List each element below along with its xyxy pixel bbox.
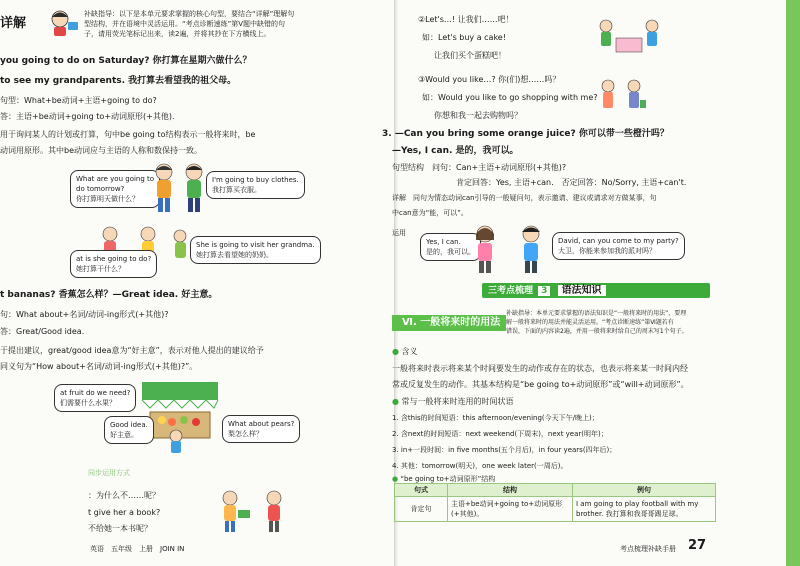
- topic-note-line: 补缺指导：本单元要求掌握的语法知识是“一般将来时的用法”，要理: [506, 310, 687, 317]
- speech-bubble: [70, 250, 157, 278]
- table-header-cell: 结构: [448, 484, 573, 497]
- bubble-line: at is she going to do?: [76, 255, 152, 263]
- bubble-line: 她打算干什么？: [76, 265, 125, 273]
- page-number: 27: [688, 538, 707, 553]
- q3-line: t give her a book?: [88, 508, 161, 517]
- bubble-line: She is going to visit her grandma.: [196, 241, 315, 249]
- item2-title: ②Let's…! 让我们……吧！: [418, 15, 514, 24]
- bubble-line: 你打算明天做什么？: [76, 195, 139, 203]
- time-item: 2. 含next的时间短语：next weekend(下周末)，next year(明年)；: [392, 430, 608, 438]
- bubble-line: 们需要什么水果？: [60, 399, 116, 407]
- time-item: 4. 其他：tomorrow(明天)，one week later(一周后)。: [392, 462, 568, 470]
- speech-bubble: [190, 236, 321, 264]
- section-label: 三考点梳理: [488, 286, 534, 296]
- item2-example: 如：Let's buy a cake!: [422, 33, 506, 42]
- header-title: 详解: [0, 16, 27, 31]
- speech-bubble: [222, 415, 300, 443]
- q3-reply: —Yes, I can. 是的，我可以。: [392, 146, 519, 156]
- header-note-line: 子，请用荧光笔标记出来，读2遍，并将其抄在下方横线上。: [84, 30, 271, 38]
- structure-heading-text: “be going to+动词原形”结构: [400, 475, 496, 483]
- speech-bubble: [206, 171, 305, 199]
- section-tag: 同步运用方式: [88, 469, 130, 477]
- q1-pattern-answer: 答：主语+be动词+going to+动词原形(+其他).: [0, 112, 175, 121]
- q3-answer: 肯定回答：Yes, 主语+can. 否定回答：No/Sorry, 主语+can't.: [456, 178, 687, 187]
- table-cell: 肯定句: [395, 497, 448, 522]
- cake-illustration: [594, 16, 664, 62]
- q1-pattern: 句型：What+be动词+主语+going to do?: [0, 96, 157, 105]
- q3-explain: 详解 同句为情态动词can引导的一般疑问句，表示邀请、建议或请求对方做某事，句: [392, 194, 657, 202]
- q3-explain: 中can意为“能，可以”。: [392, 209, 468, 217]
- topic-title: Ⅵ. 一般将来时的用法: [392, 315, 506, 331]
- header-note-line: 补缺指导：以下是本单元要求掌握的核心句型，要结合“详解”理解句: [84, 10, 295, 18]
- section-heading: [482, 283, 710, 298]
- time-heading: ● 常与一般将来时连用的时间状语: [392, 397, 514, 406]
- table-cell: 主语+be动词+going to+动词原形(+其他)。: [448, 497, 573, 522]
- table-header-row: [395, 484, 716, 497]
- q3-line: 不给她一本书呢？: [88, 524, 152, 533]
- q3-line: ：为什么不……呢？: [88, 491, 160, 500]
- bubble-line: 梨怎么样？: [228, 430, 263, 438]
- bubble-line: 她打算去看望她的奶奶。: [196, 251, 273, 259]
- bubble-line: What about pears?: [228, 420, 295, 428]
- boy-illustration: [516, 222, 546, 276]
- topic-note-line: 解一般将来时的用法并能灵活运用。“考点诊断速练”第Ⅵ题若有: [506, 319, 674, 326]
- item3-title: ③Would you like…? 你(们)想……吗？: [418, 75, 561, 84]
- item3-translation: 你想和我一起去购物吗？: [434, 111, 522, 120]
- q1-explain: 用于询问某人的计划或打算，句中be going to结构表示一般将来时，be: [0, 130, 256, 139]
- bubble-line: do tomorrow?: [76, 185, 125, 193]
- left-footer: 英语 五年级 上册 JOIN IN: [90, 545, 185, 553]
- q3-pattern: 句型结构 问句：Can+主语+动词原形(+其他)?: [392, 163, 567, 172]
- children-illustration: [150, 160, 210, 218]
- bubble-line: Good idea.: [110, 421, 148, 429]
- table-header-cell: 句式: [395, 484, 448, 497]
- bubble-line: Yes, I can.: [426, 238, 461, 246]
- meaning-text: 一般将来时表示将来某个时间要发生的动作或存在的状态，也表示将来某一时间内经: [392, 364, 688, 373]
- bubble-line: 我打算买衣服。: [212, 186, 261, 194]
- header-mascot-icon: [46, 8, 80, 38]
- usage-label: 运用: [392, 229, 406, 237]
- speech-bubble: [552, 232, 685, 260]
- bubble-line: 好主意。: [110, 431, 138, 439]
- bubble-line: 大卫，你能来参加我的派对吗？: [558, 247, 656, 255]
- q2-answer: 答：Great/Good idea.: [0, 327, 85, 336]
- girl-illustration: [470, 222, 500, 276]
- right-page: [382, 0, 800, 566]
- q1-explain: 动词用原形。其中be动词应与主语的人称和数保持一致。: [0, 146, 202, 155]
- q1-answer: to see my grandparents. 我打算去看望我的祖父母。: [0, 76, 237, 86]
- q2-question: t bananas? 香蕉怎么样？—Great idea. 好主意。: [0, 290, 218, 300]
- bubble-line: at fruit do we need?: [60, 389, 131, 397]
- q2-pattern: 句：What about+名词/动词-ing形式(+其他)?: [0, 310, 169, 319]
- q2-explain: 同义句为“How about+名词/动词-ing形式(+其他)?”。: [0, 362, 198, 371]
- item2-translation: 让我们买个蛋糕吧！: [434, 51, 506, 60]
- table-header-cell: 例句: [573, 484, 716, 497]
- bubble-line: David, can you come to my party?: [558, 237, 679, 245]
- page-edge-bar: [786, 0, 800, 566]
- time-heading-text: 常与一般将来时连用的时间状语: [401, 397, 514, 406]
- topic-note: [506, 309, 688, 336]
- speech-bubble: [70, 170, 160, 208]
- section-title: 语法知识: [558, 285, 606, 296]
- section-number: 3: [538, 286, 550, 296]
- time-item: 3. in+一段时间：in five months(五个月后)，in four years(四年后)；: [392, 446, 617, 454]
- header-note-line: 型结构，并在语境中灵活运用。“考点诊断速练”第Ⅴ题中缺错的句: [84, 20, 286, 28]
- grammar-table: [394, 483, 716, 522]
- meaning-heading-text: 含义: [401, 347, 418, 356]
- meaning-text: 常或反复发生的动作。其基本结构是“be going to+动词原形”或“will+动词原形”。: [392, 380, 689, 389]
- topic-note-line: 错误，下面的内容读2遍，并用一般将来时给自己的周末写1个句子。: [506, 328, 688, 335]
- bubble-line: 是的，我可以。: [426, 248, 475, 256]
- children-illustration: [216, 488, 294, 534]
- bubble-line: I'm going to buy clothes.: [212, 176, 299, 184]
- fruit-stand-illustration: [140, 378, 220, 454]
- item3-example: 如：Would you like to go shopping with me?: [422, 93, 598, 102]
- structure-heading: ● “be going to+动词原形”结构: [392, 475, 496, 483]
- bubble-line: What are you going to: [76, 175, 155, 183]
- right-footer: 考点梳理补缺手册: [620, 545, 676, 553]
- q3-title: 3. —Can you bring some orange juice? 你可以带一些橙汁吗？: [382, 129, 669, 139]
- speech-bubble: [54, 384, 136, 412]
- table-row: [395, 497, 716, 522]
- shopping-illustration: [594, 76, 648, 124]
- left-page: [0, 0, 396, 566]
- q2-explain: 于提出建议，great/good idea意为“好主意”，表示对他人提出的建议给予: [0, 346, 264, 355]
- meaning-heading: ● 含义: [392, 347, 418, 356]
- time-item: 1. 含this的时间短语：this afternoon/evening(今天下午/晚上)；: [392, 414, 599, 422]
- speech-bubble: [104, 416, 154, 444]
- table-cell: I am going to play football with my brother. 我打算和我哥哥踢足球。: [573, 497, 716, 522]
- q1-question: you going to do on Saturday? 你打算在星期六做什么？: [0, 56, 252, 66]
